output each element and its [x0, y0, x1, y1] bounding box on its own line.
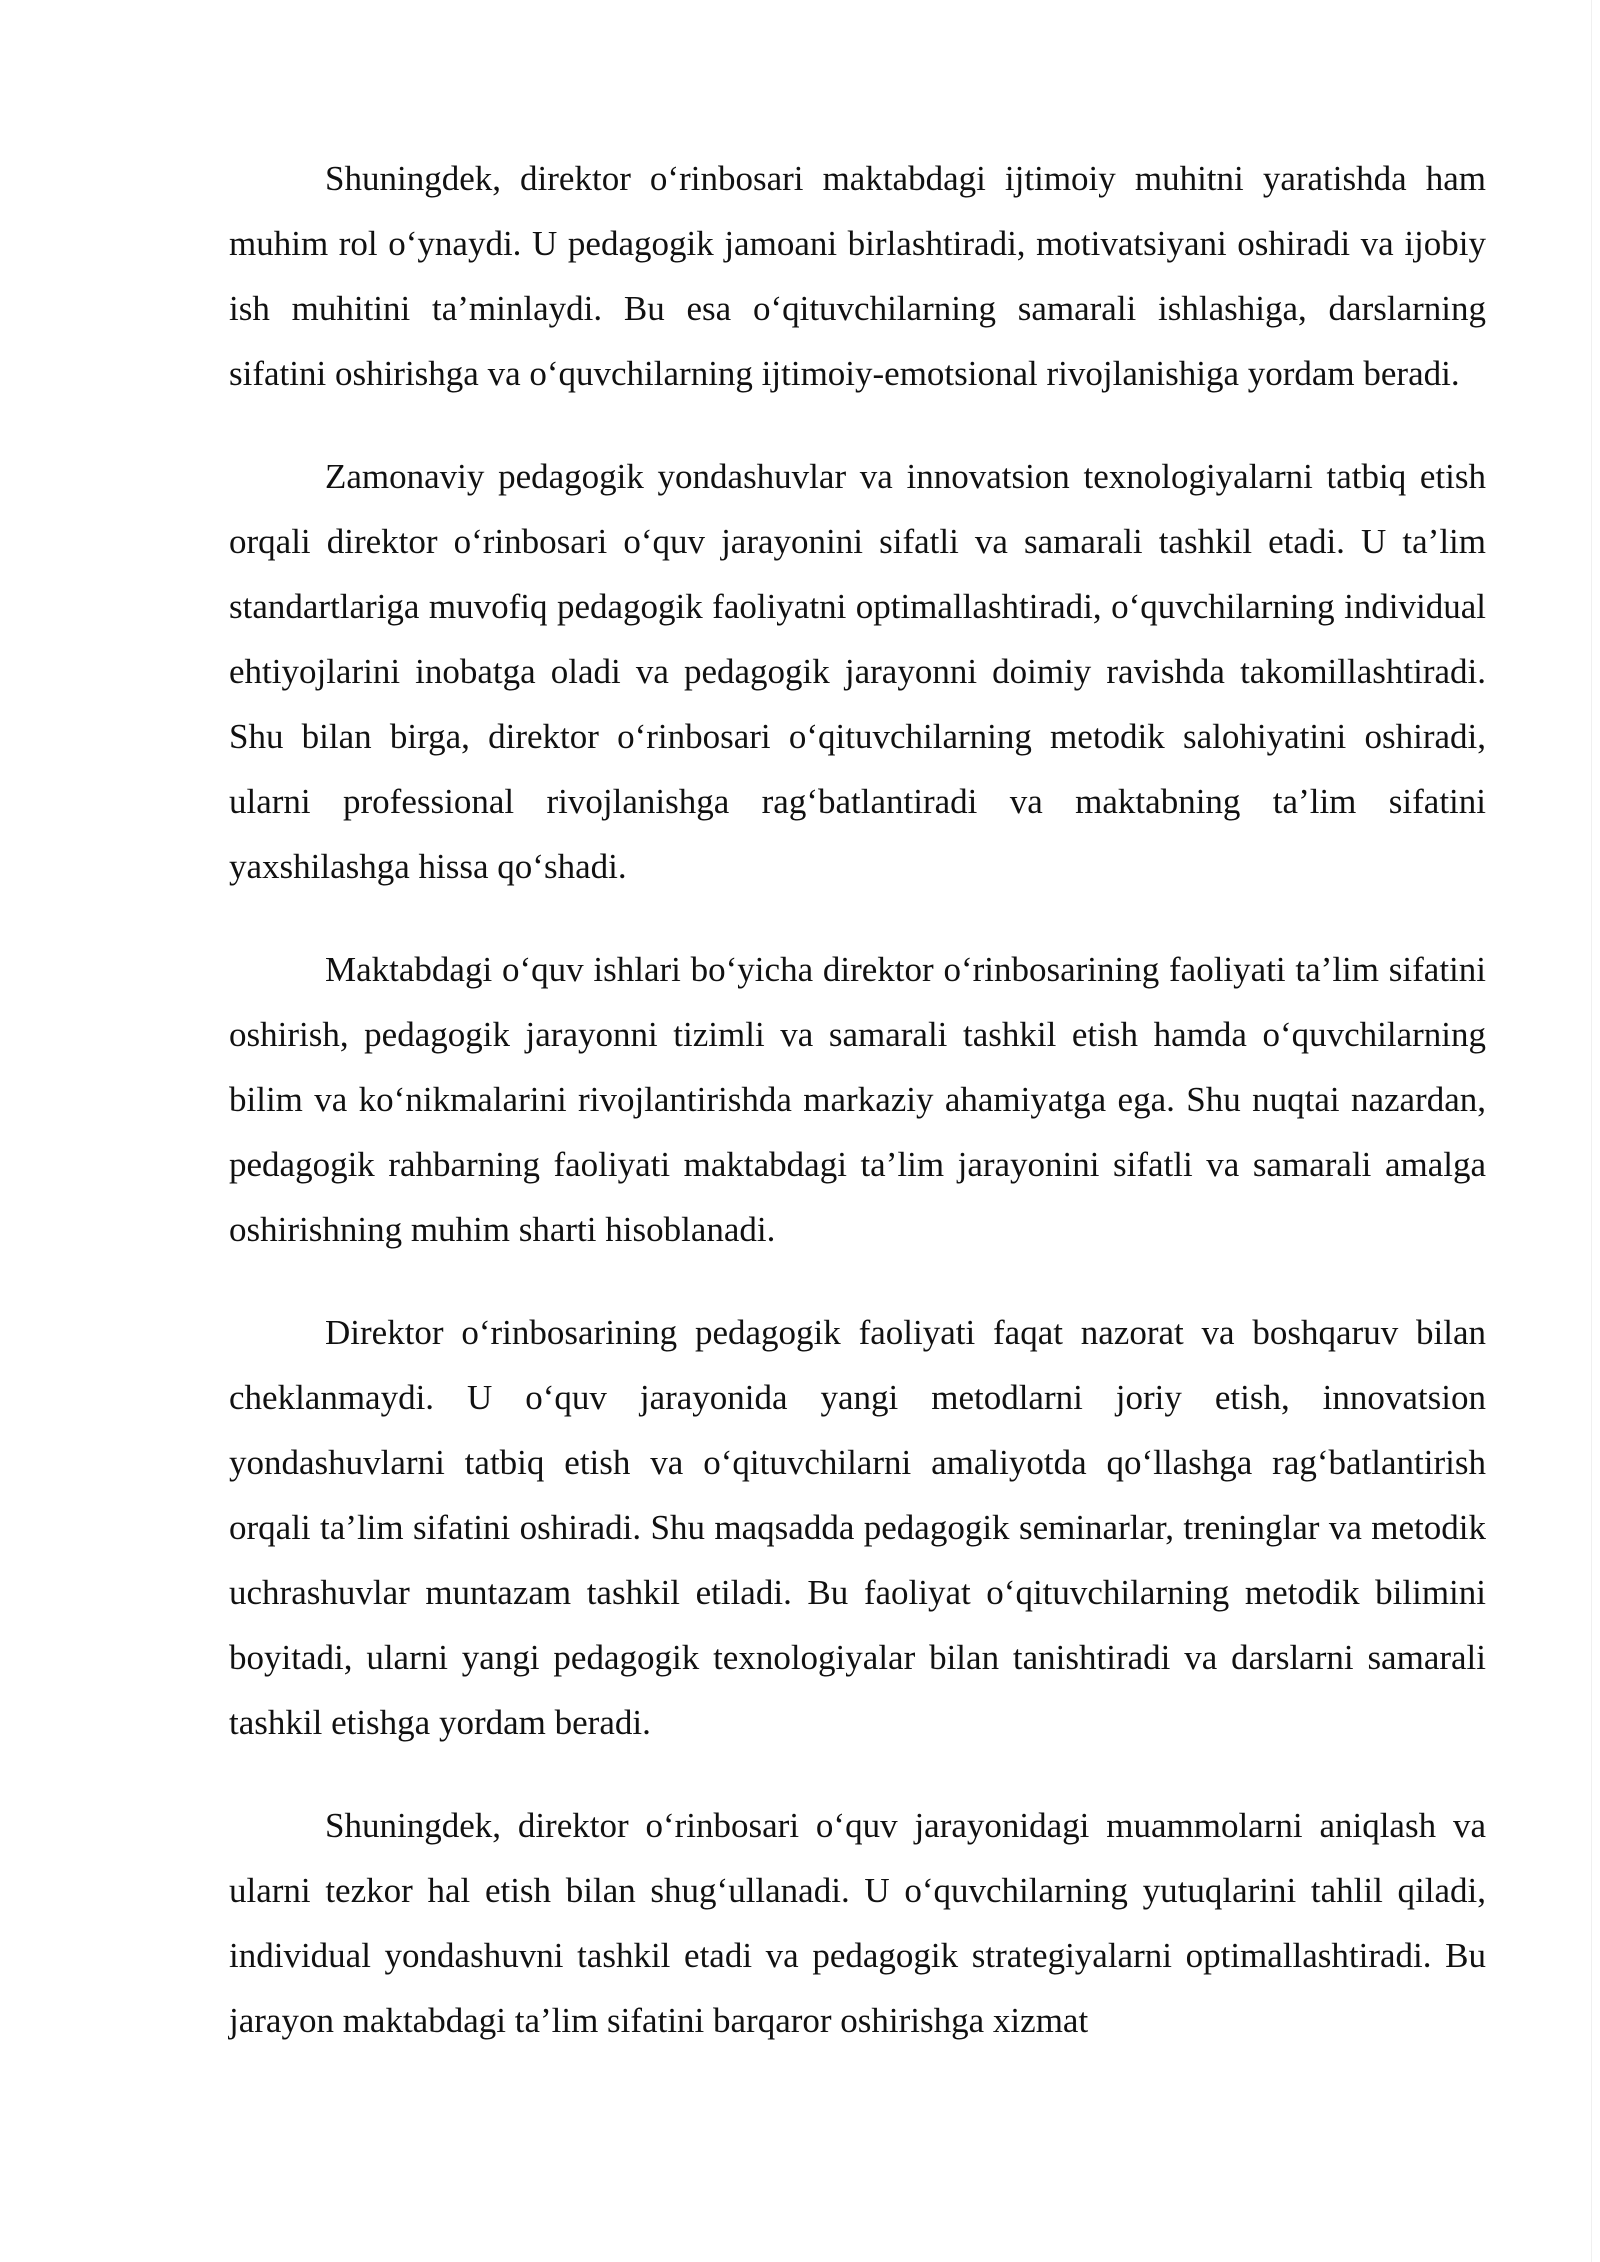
paragraph-problem-solving: Shuningdek, direktor o‘rinbosari o‘quv jarayonidagi muammolarni aniqlash va ularni tezkor hal etish bilan shug‘ullanadi. U o‘quvchilarning yutuqlarini tahlil qiladi, individual yondashuvni tashkil etadi va pedagogik strategiyalarni optimallashtiradi. Bu jarayon maktabdagi ta’lim sifatini barqaror oshirishga xizmat	[229, 1806, 1486, 2040]
paragraph-pedagogical-activity: Direktor o‘rinbosarining pedagogik faoliyati faqat nazorat va boshqaruv bilan cheklanmaydi. U o‘quv jarayonida yangi metodlarni joriy etish, innovatsion yondashuvlarni tatbiq etish va o‘qituvchilarni amaliyotda qo‘llashga rag‘batlantirish orqali ta’lim sifatini oshiradi. Shu maqsadda pedagogik seminarlar, treninglar va metodik uchrashuvlar muntazam tashkil etiladi. Bu faoliyat o‘qituvchilarning metodik bilimini boyitadi, ularni yangi pedagogik texnologiyalar bilan tanishtiradi va darslarni samarali tashkil etishga yordam beradi.	[229, 1313, 1486, 1742]
paragraph-modern-pedagogical-approaches: Zamonaviy pedagogik yondashuvlar va innovatsion texnologiyalarni tatbiq etish orqali direktor o‘rinbosari o‘quv jarayonini sifatli va samarali tashkil etadi. U ta’lim standartlariga muvofiq pedagogik faoliyatni optimallashtiradi, o‘quvchilarning individual ehtiyojlarini inobatga oladi va pedagogik jarayonni doimiy ravishda takomillashtiradi. Shu bilan birga, direktor o‘rinbosari o‘qituvchilarning metodik salohiyatini oshiradi, ularni professional rivojlanishga rag‘batlantiradi va maktabning ta’lim sifatini yaxshilashga hissa qo‘shadi.	[229, 457, 1486, 886]
paragraph-school-social-environment: Shuningdek, direktor o‘rinbosari maktabdagi ijtimoiy muhitni yaratishda ham muhim rol o‘ynaydi. U pedagogik jamoani birlashtiradi, motivatsiyani oshiradi va ijobiy ish muhitini ta’minlaydi. Bu esa o‘qituvchilarning samarali ishlashiga, darslarning sifatini oshirishga va o‘quvchilarning ijtimoiy-emotsional rivojlanishiga yordam beradi.	[229, 159, 1486, 393]
page-edge	[1591, 0, 1592, 2262]
paragraph-deputy-director-activity: Maktabdagi o‘quv ishlari bo‘yicha direktor o‘rinbosarining faoliyati ta’lim sifatini oshirish, pedagogik jarayonni tizimli va samarali tashkil etish hamda o‘quvchilarning bilim va ko‘nikmalarini rivojlantirishda markaziy ahamiyatga ega. Shu nuqtai nazardan, pedagogik rahbarning faoliyati maktabdagi ta’lim jarayonini sifatli va samarali amalga oshirishning muhim sharti hisoblanadi.	[229, 950, 1486, 1249]
